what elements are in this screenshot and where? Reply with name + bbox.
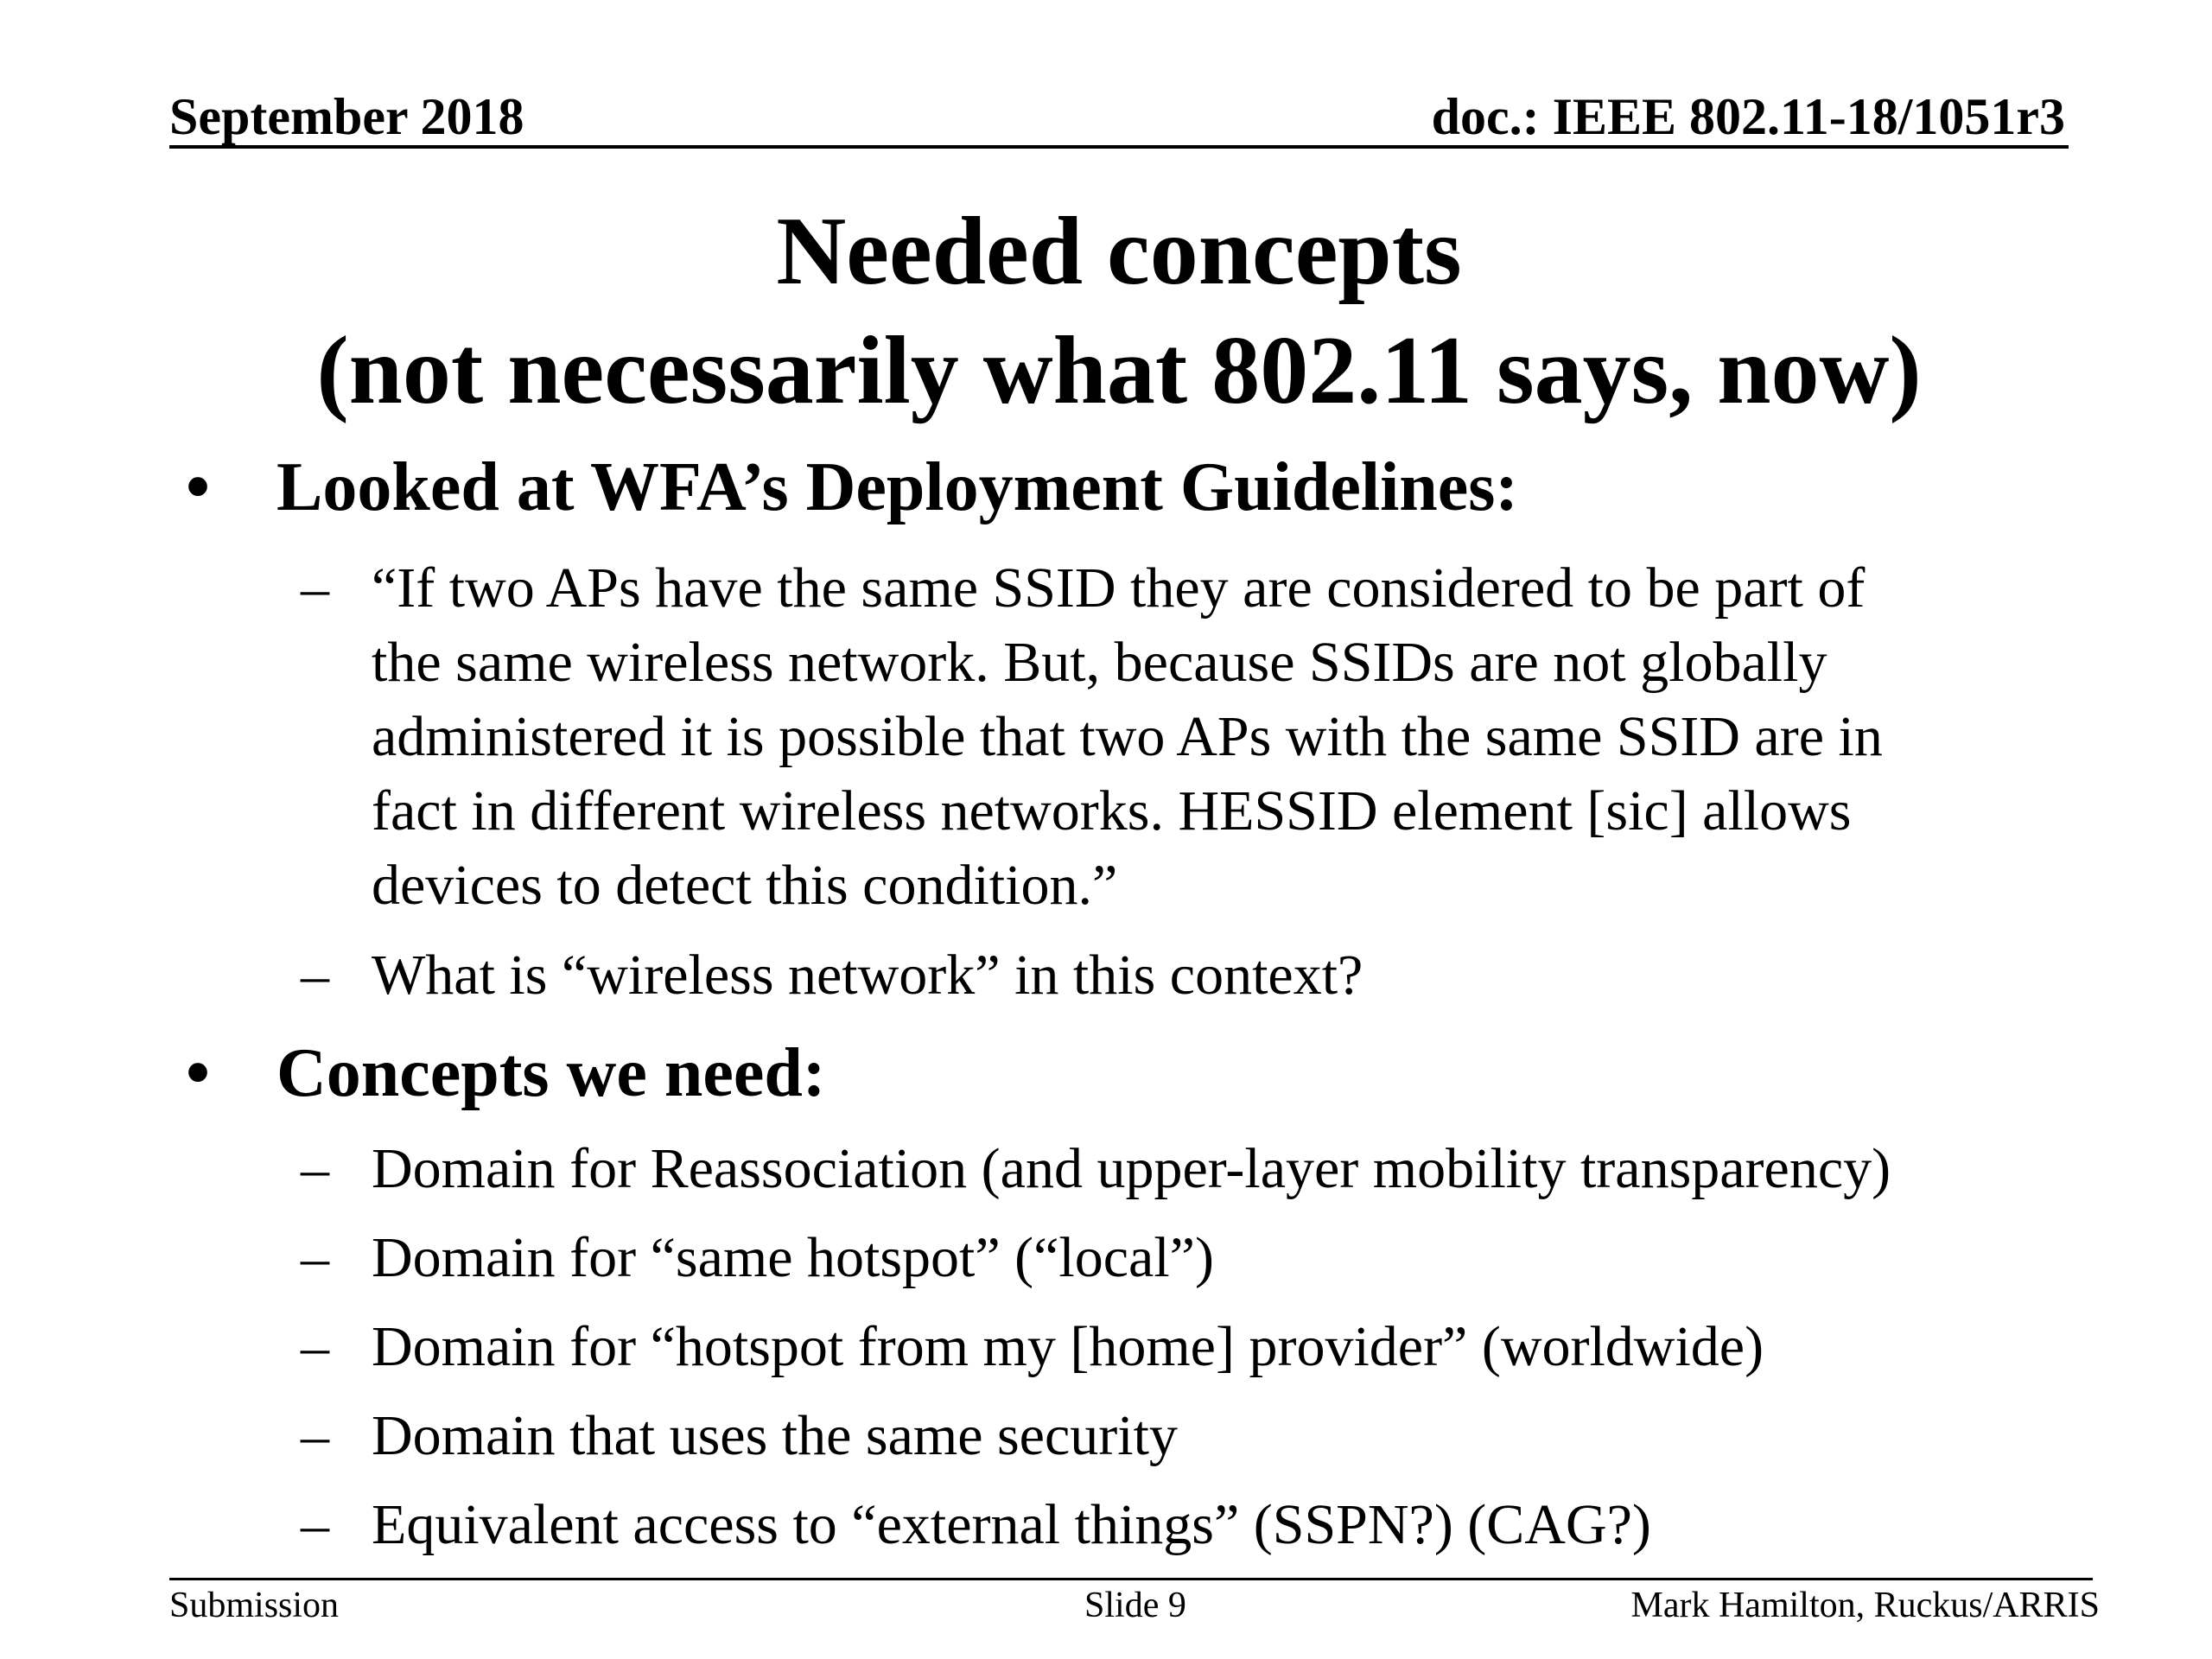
- bullet-text: Concepts we need:: [276, 1035, 826, 1111]
- footer-submission: Submission: [169, 1586, 340, 1625]
- bullet-marker: •: [186, 1035, 211, 1111]
- sub-bullet-marker: –: [301, 1137, 329, 1200]
- footer-slide-number: Slide 9: [1084, 1586, 1186, 1625]
- sub-bullet-text: Domain for “same hotspot” (“local”): [372, 1226, 1214, 1289]
- sub-bullet-text: Domain for Reassociation (and upper-layer mobility transparency): [372, 1137, 1891, 1200]
- slide-title: [169, 192, 2069, 430]
- header-date: September 2018: [169, 88, 524, 145]
- quote-line-1: “If two APs have the same SSID they are considered to be part of: [372, 556, 1866, 620]
- sub-bullet-text: Equivalent access to “external things” (SSPN?) (CAG?): [372, 1493, 1651, 1556]
- quote-line-3: administered it is possible that two APs with the same SSID are in: [372, 705, 1883, 768]
- quote-line-5: devices to detect this condition.”: [372, 854, 1118, 917]
- header-rule: [169, 145, 2069, 149]
- bullet-marker: •: [186, 449, 211, 525]
- sub-bullet-text: Domain for “hotspot from my [home] provider” (worldwide): [372, 1315, 1764, 1378]
- sub-bullet-marker: –: [301, 1226, 329, 1289]
- sub-bullet-marker: –: [301, 1315, 329, 1378]
- sub-bullet-text: What is “wireless network” in this context?: [372, 944, 1363, 1007]
- bullet-text: Looked at WFA’s Deployment Guidelines:: [276, 449, 1519, 525]
- sub-bullet-marker: –: [301, 556, 329, 620]
- sub-bullet-marker: –: [301, 1404, 329, 1467]
- footer-author: Mark Hamilton, Ruckus/ARRIS: [1630, 1586, 2100, 1625]
- quote-line-2: the same wireless network. But, because SSIDs are not globally: [372, 631, 1827, 694]
- title-line-2: (not necessarily what 802.11 says, now): [316, 317, 1922, 424]
- sub-bullet-marker: –: [301, 1493, 329, 1556]
- sub-bullet-marker: –: [301, 944, 329, 1007]
- header-doc-id: doc.: IEEE 802.11-18/1051r3: [1431, 88, 2065, 145]
- quote-line-4: fact in different wireless networks. HESSID element [sic] allows: [372, 779, 1852, 842]
- title-line-1: Needed concepts: [776, 198, 1462, 305]
- footer-rule: [169, 1578, 2093, 1580]
- sub-bullet-text: Domain that uses the same security: [372, 1404, 1178, 1467]
